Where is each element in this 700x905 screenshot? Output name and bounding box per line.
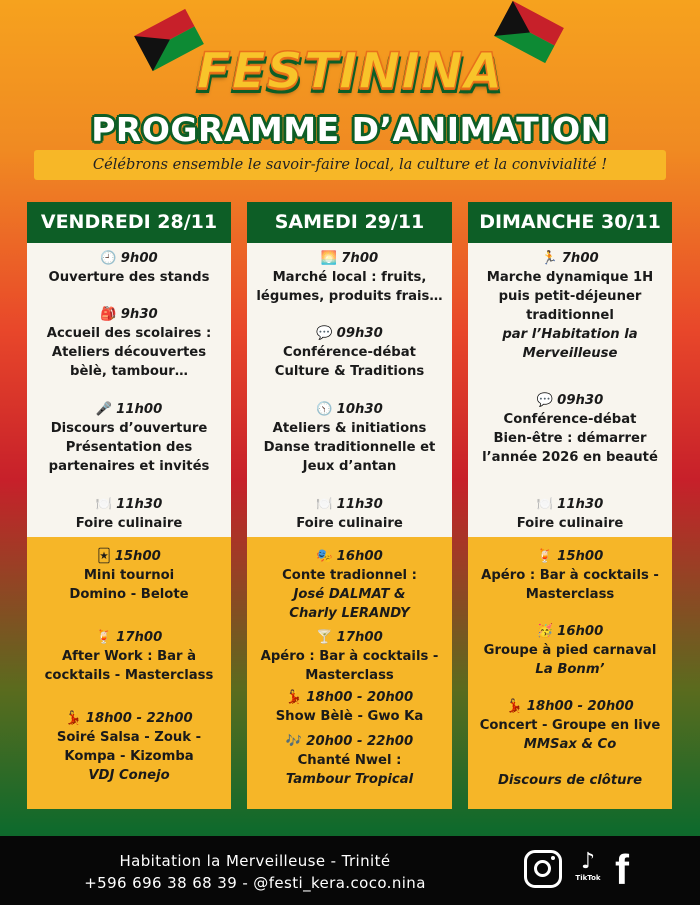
footer [0,836,700,905]
footer-location: Habitation la Merveilleuse - Trinité [119,852,391,870]
event-item: 🃏 15h00 Mini tournoi Domino - Belote [69,549,189,602]
cocktail-icon: 🍹 [536,549,554,564]
instagram-icon[interactable] [524,850,562,888]
day-header: VENDREDI 28/11 [27,202,231,243]
event-item: 💬 09h30 Conférence-débat Bien-être : démarrer l’année 2026 en beauté [482,393,658,465]
clock-icon: 🕥 [316,402,333,417]
event-item: 💃 18h00 - 20h00 Concert - Groupe en live MMSax & Co [479,699,661,752]
event-item: 🎤 11h00 Discours d’ouverture Présentation des partenaires et invités [48,402,210,474]
day-column-dimanche [468,202,672,809]
afternoon-section [247,537,452,809]
day-column-vendredi [27,202,231,809]
event-item: Discours de clôture [497,773,643,788]
morning-section [27,243,231,537]
day-column-samedi [247,202,452,809]
event-item: 🍽️ 11h30 Foire culinaire [516,497,624,531]
dancer-icon: 💃 [65,711,82,726]
event-item: 💬 09h30 Conférence-débat Culture & Traditions [274,326,425,379]
event-item: 🕥 10h30 Ateliers & initiations Danse traditionnelle et Jeux d’antan [263,402,436,474]
event-item: 🍽️ 11h30 Foire culinaire [296,497,403,531]
plate-icon: 🍽️ [316,497,333,512]
event-item: 🕘 9h00 Ouverture des stands [48,251,210,285]
tiktok-label: TikTok [575,874,601,882]
event-item: 🌅 7h00 Marché local : fruits, légumes, produits frais… [256,251,443,304]
subtitle-banner: Célébrons ensemble le savoir-faire local, la culture et la convivialité ! [34,150,666,180]
dancer-icon: 💃 [506,699,523,714]
event-item: 💃 18h00 - 20h00 Show Bèlè - Gwo Ka [275,690,424,724]
dancer-icon: 💃 [285,690,303,705]
speech-bubble-icon: 💬 [536,393,554,408]
speech-bubble-icon: 💬 [316,326,333,341]
music-notes-icon: 🎶 [285,734,303,749]
event-item: 🏃 7h00 Marche dynamique 1H puis petit-déjeuner traditionnel par l’Habitation la Merveilleuse [486,251,654,361]
afternoon-section [27,537,231,809]
event-item: 🥳 16h00 Groupe à pied carnaval La Bonm’ [483,624,657,677]
footer-contact: +596 696 38 68 39 - @festi_kera.coco.nina [84,874,426,892]
cards-icon: 🃏 [97,549,111,564]
afternoon-section [468,537,672,809]
plate-icon: 🍽️ [95,497,113,512]
event-item: 🍹 17h00 After Work : Bar à cocktails - Masterclass [44,630,214,683]
event-item: 🍽️ 11h30 Foire culinaire [75,497,183,531]
cocktail-glass-icon: 🍸 [316,630,333,645]
party-face-icon: 🥳 [536,624,554,639]
clock-icon: 🕘 [100,251,117,266]
plate-icon: 🍽️ [536,497,554,512]
event-item: 🍹 15h00 Apéro : Bar à cocktails - Masterclass [481,549,659,602]
day-header: SAMEDI 29/11 [247,202,452,243]
morning-section [468,243,672,537]
sunrise-icon: 🌅 [320,251,338,266]
event-item: 🎶 20h00 - 22h00 Chanté Nwel : Tambour Tropical [285,734,414,787]
event-item: 🎒 9h30 Accueil des scolaires : Ateliers découvertes bèlè, tambour… [46,307,212,379]
backpack-icon: 🎒 [100,307,117,322]
theater-masks-icon: 🎭 [316,549,333,564]
morning-section [247,243,452,537]
microphone-icon: 🎤 [95,402,113,417]
runner-icon: 🏃 [541,251,558,266]
tiktok-icon[interactable]: ♪ TikTok [572,850,604,890]
cocktail-icon: 🍹 [95,630,113,645]
day-header: DIMANCHE 30/11 [468,202,672,243]
facebook-icon[interactable]: f [615,846,629,893]
event-item: 🎭 16h00 Conte tradionnel : José DALMAT & Charly LERANDY [282,549,417,621]
page-title: PROGRAMME D’ANIMATION [91,110,609,149]
event-item: 💃 18h00 - 22h00 Soiré Salsa - Zouk - Kompa - Kizomba VDJ Conejo [56,711,202,783]
festinina-logo: FESTININA [196,42,504,100]
event-item: 🍸 17h00 Apéro : Bar à cocktails - Masterclass [260,630,439,683]
